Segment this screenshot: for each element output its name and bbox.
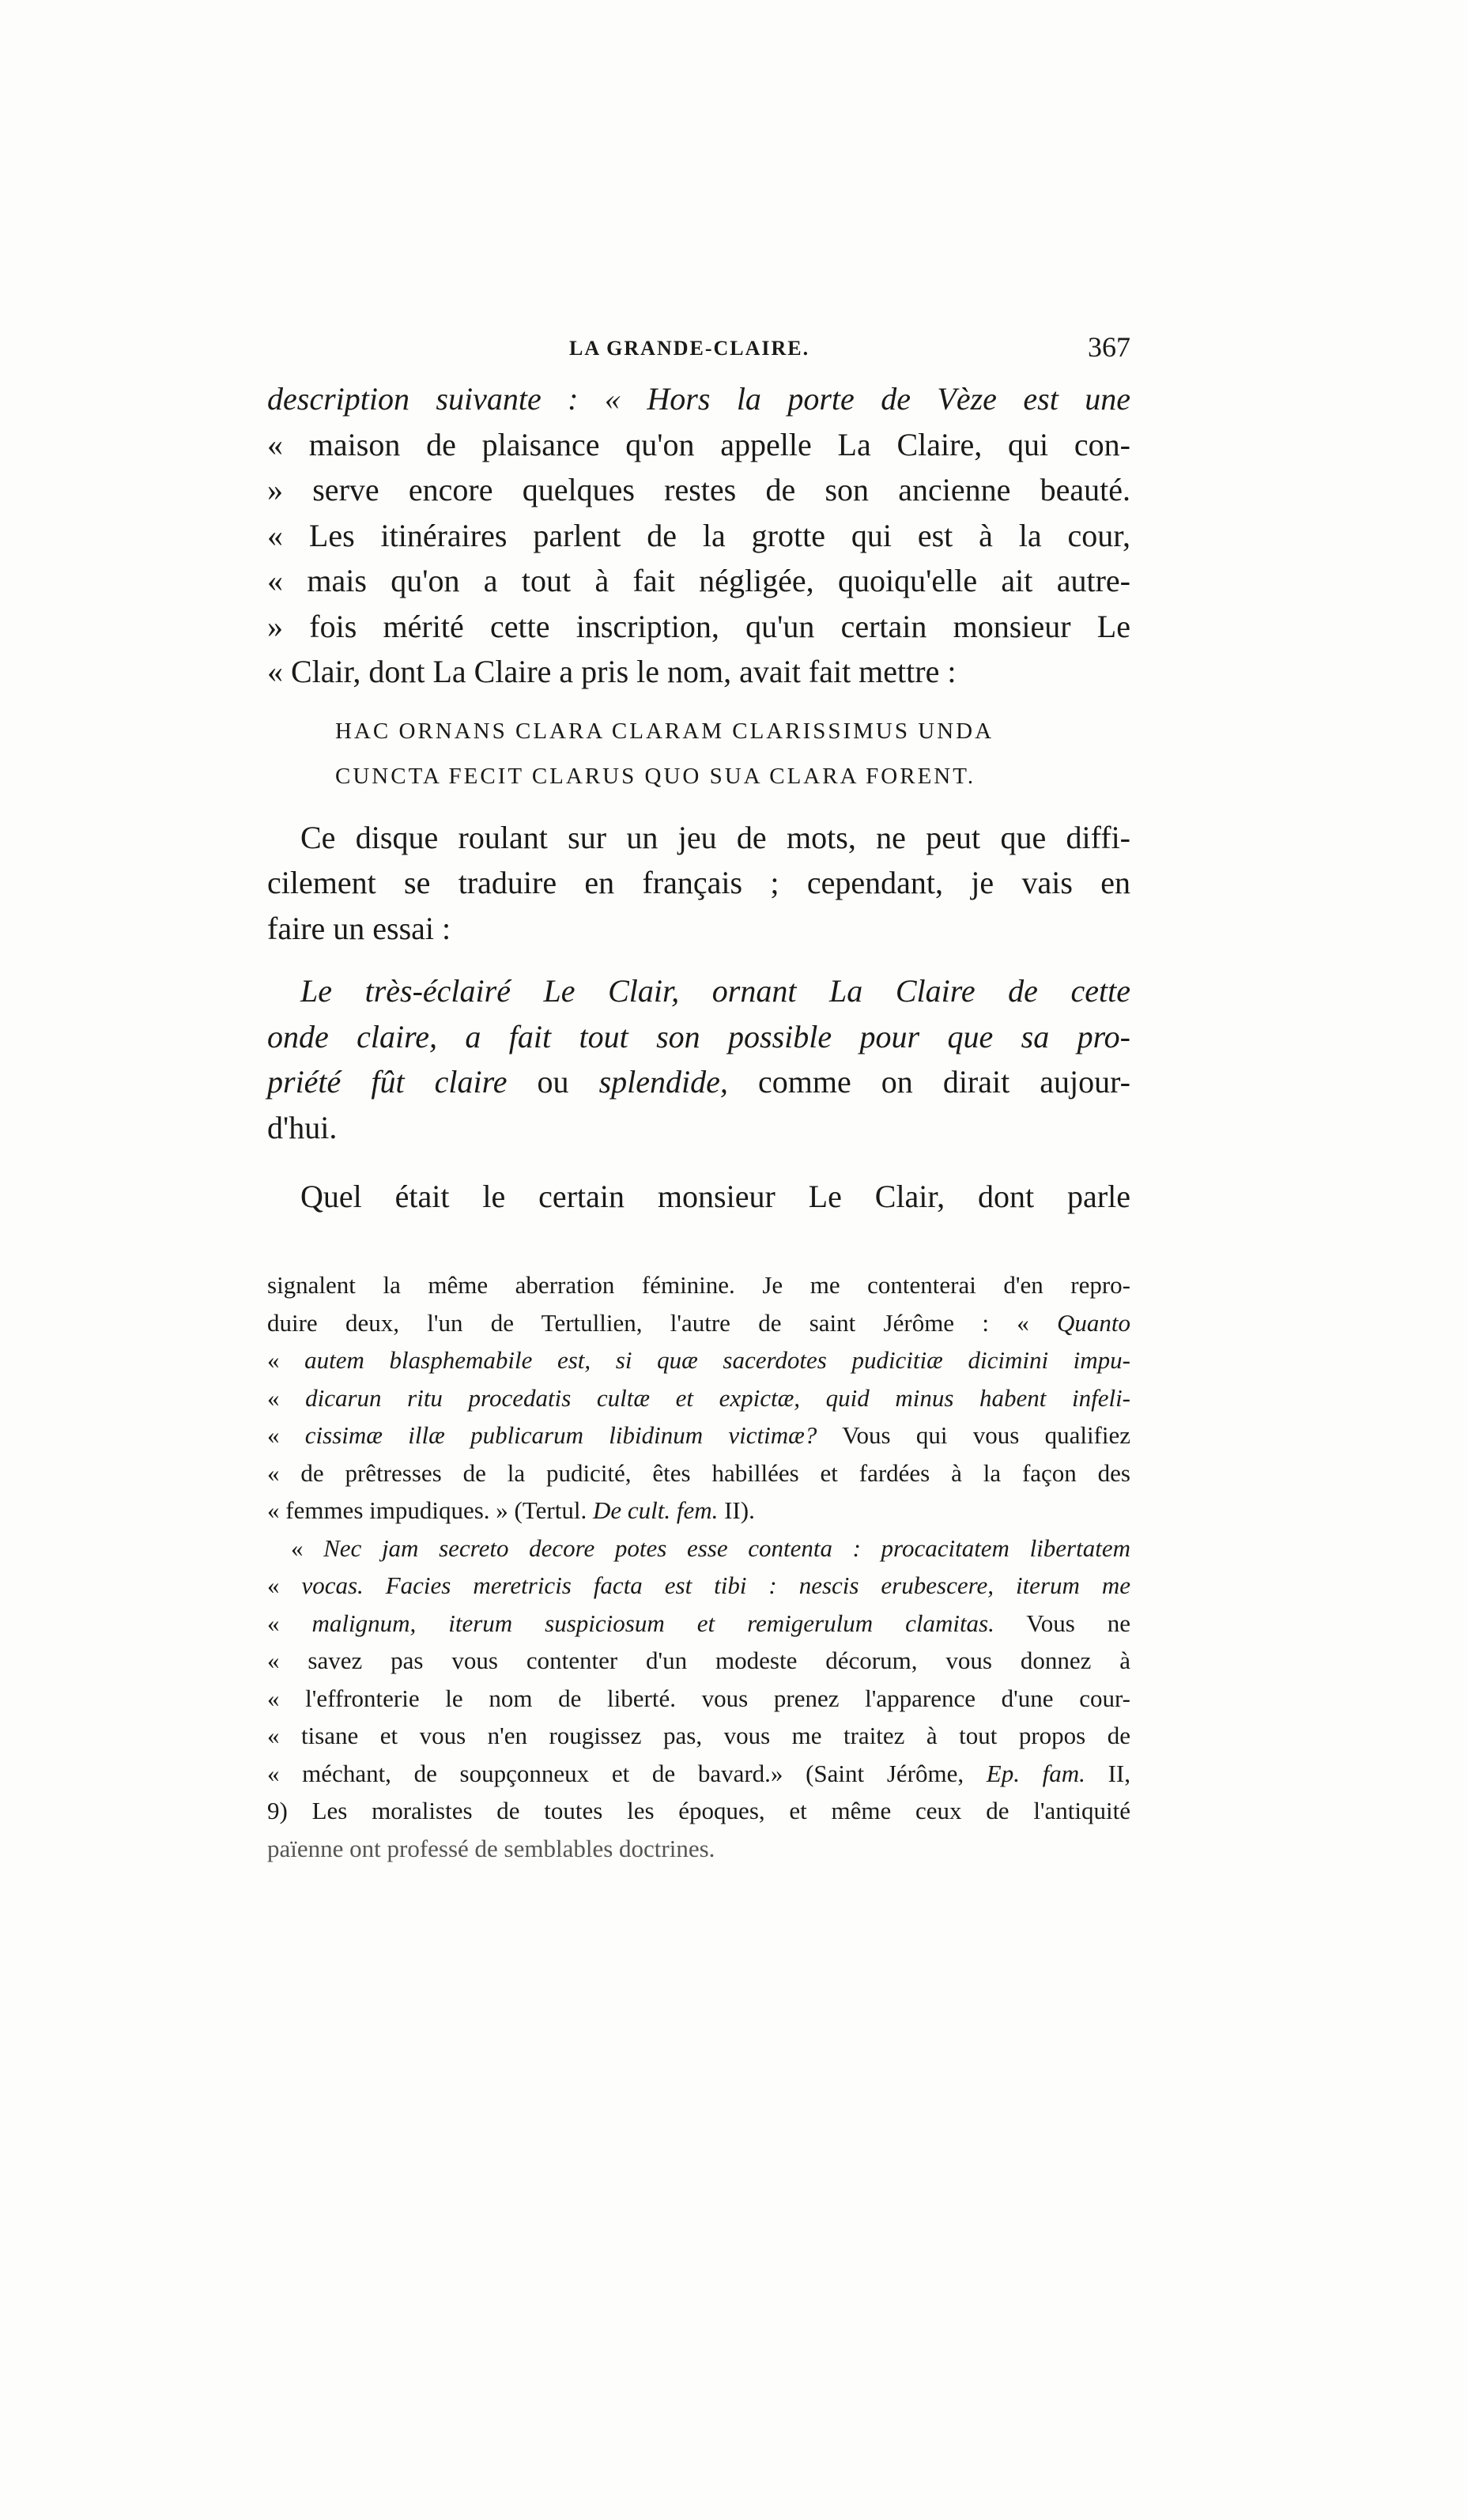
text-line: description suivante : « Hors la porte de Vèze est une: [267, 381, 1130, 417]
text-line: d'hui.: [267, 1109, 338, 1145]
verse-line: HAC ORNANS CLARA CLARAM CLARISSIMUS UNDA: [335, 718, 994, 744]
note-line: « dicarun ritu procedatis cultæ et expictæ, quid minus habent infeli-: [267, 1383, 1131, 1412]
text-line: « mais qu'on a tout à fait négligée, quoiqu'elle ait autre-: [267, 563, 1130, 598]
text-line: « maison de plaisance qu'on appelle La Claire, qui con-: [267, 426, 1130, 462]
note-line: « l'effronterie le nom de liberté. vous prenez l'apparence d'une cour-: [267, 1684, 1130, 1712]
latin-inscription: [267, 709, 1130, 799]
note-line: « femmes impudiques. » (Tertul. De cult. fem. II).: [267, 1496, 755, 1524]
note-line: « savez pas vous contenter d'un modeste décorum, vous donnez à: [267, 1647, 1130, 1674]
text-line: priété fût claire ou splendide, comme on dirait aujour-: [267, 1064, 1131, 1100]
note-line: « Nec jam secreto decore potes esse contenta : procacitatem libertatem: [291, 1534, 1130, 1562]
note-line: signalent la même aberration féminine. Je me contenterai d'en repro-: [267, 1271, 1130, 1299]
note-line: « cissimæ illæ publicarum libidinum victimæ? Vous qui vous qualifiez: [267, 1421, 1131, 1449]
note-line: duire deux, l'un de Tertullien, l'autre de saint Jérôme : « Quanto: [267, 1308, 1130, 1337]
note-line: « de prêtresses de la pudicité, êtes habillées et fardées à la façon des: [267, 1458, 1130, 1487]
page-header: [269, 330, 1130, 370]
note-line: païenne ont professé de semblables doctrines.: [267, 1834, 715, 1862]
main-text: [267, 376, 1130, 1220]
text-line: onde claire, a fait tout son possible pour que sa pro-: [267, 1018, 1130, 1054]
text-line: faire un essai :: [267, 910, 451, 946]
note-line: « méchant, de soupçonneux et de bavard.» (Saint Jérôme, Ep. fam. II,: [267, 1759, 1131, 1787]
text-line: Quel était le certain monsieur Le Clair, dont parle: [300, 1179, 1130, 1214]
verse-line: CUNCTA FECIT CLARUS QUO SUA CLARA FORENT.: [335, 763, 976, 789]
page-number: 367: [1088, 331, 1130, 363]
note-line: « malignum, iterum suspiciosum et remigerulum clamitas. Vous ne: [267, 1609, 1131, 1637]
running-title: LA GRANDE-CLAIRE.: [569, 337, 810, 360]
footnotes: [267, 1266, 1130, 1867]
text-line: « Clair, dont La Claire a pris le nom, avait fait mettre :: [267, 654, 957, 689]
text-line: cilement se traduire en français ; cependant, je vais en: [267, 865, 1130, 900]
note-line: 9) Les moralistes de toutes les époques, et même ceux de l'antiquité: [267, 1797, 1130, 1824]
text-line: » serve encore quelques restes de son ancienne beauté.: [267, 472, 1130, 507]
text-line: Le très-éclairé Le Clair, ornant La Claire de cette: [300, 973, 1130, 1009]
text-line: « Les itinéraires parlent de la grotte qui est à la cour,: [267, 517, 1130, 553]
text-line: » fois mérité cette inscription, qu'un certain monsieur Le: [267, 608, 1130, 644]
note-line: « autem blasphemabile est, si quæ sacerdotes pudicitiæ dicimini impu-: [267, 1346, 1131, 1374]
note-line: « tisane et vous n'en rougissez pas, vous me traitez à tout propos de: [267, 1722, 1130, 1749]
text-line: Ce disque roulant sur un jeu de mots, ne peut que diffi-: [300, 819, 1130, 855]
note-line: « vocas. Facies meretricis facta est tibi : nescis erubescere, iterum me: [267, 1571, 1130, 1599]
